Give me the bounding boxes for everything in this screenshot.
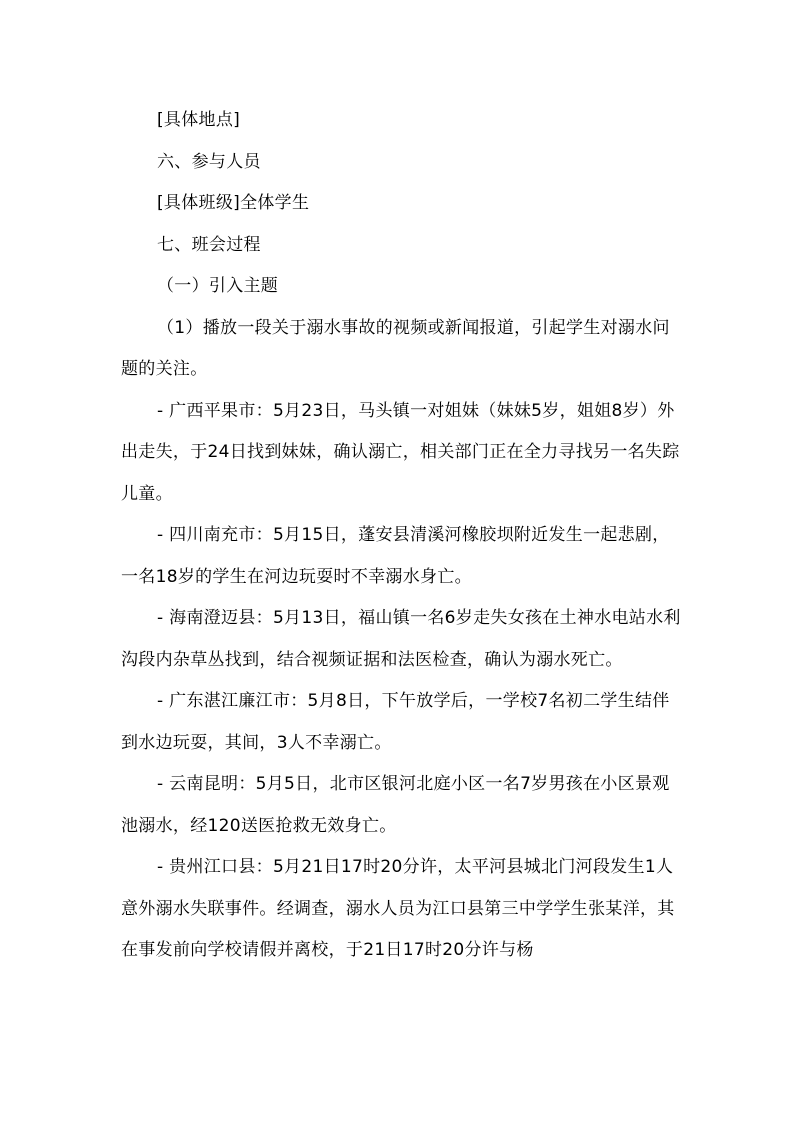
subheading-introduce-topic: （一）引入主题	[157, 276, 279, 296]
list-item-yunnan: - 云南昆明：5月5日，北市区银河北庭小区一名7岁男孩在小区景观池溺水，经120送医抢救无效身亡。	[121, 774, 670, 836]
heading-participants: 六、参与人员	[157, 151, 261, 172]
list-item-sichuan: - 四川南充市：5月15日，蓬安县清溪河橡胶坝附近发生一起悲剧，一名18岁的学生在河边玩耍时不幸溺水身亡。	[121, 525, 670, 587]
list-item-guangdong: - 广东湛江廉江市：5月8日，下午放学后，一学校7名初二学生结伴到水边玩耍，其间，3人不幸溺亡。	[121, 691, 670, 753]
paragraph-play-video: （1）播放一段关于溺水事故的视频或新闻报道，引起学生对溺水问题的关注。	[121, 317, 670, 379]
paragraph-location: [具体地点]	[157, 110, 241, 130]
list-item-guangxi: - 广西平果市：5月23日，马头镇一对姐妹（妹妹5岁，姐姐8岁）外出走失，于24日找到妹妹，确认溺亡，相关部门正在全力寻找另一名失踪儿童。	[121, 400, 680, 504]
document-body	[121, 100, 686, 972]
paragraph-participants: [具体班级]全体学生	[157, 193, 310, 213]
list-item-hainan: - 海南澄迈县：5月13日，福山镇一名6岁走失女孩在土神水电站水利沟段内杂草丛找到，结合视频证据和法医检查，确认为溺水死亡。	[121, 608, 681, 670]
list-item-guizhou: - 贵州江口县：5月21日17时20分许，太平河县城北门河段发生1人意外溺水失联事件。经调查，溺水人员为江口县第三中学学生张某洋，其在事发前向学校请假并离校，于21日17时20分许与杨	[121, 857, 675, 960]
heading-meeting-process: 七、班会过程	[157, 234, 261, 255]
